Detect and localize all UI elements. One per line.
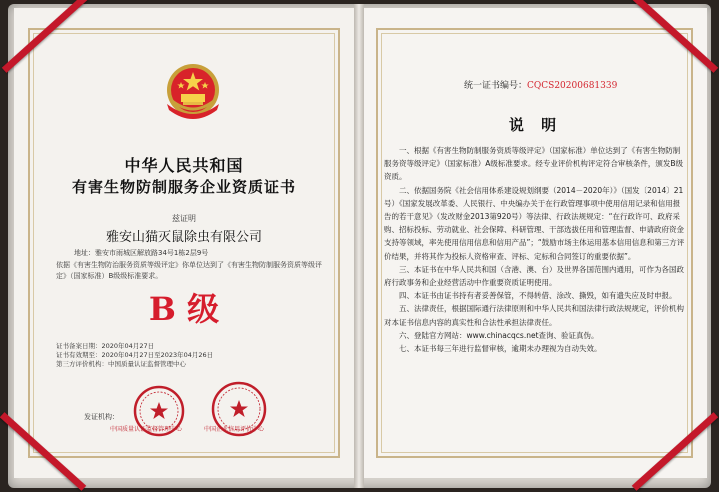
seal2-name: 中国企业信用评价中心 [204, 426, 265, 433]
notes-heading: 说 明 [508, 116, 563, 134]
star-icon [230, 400, 248, 417]
valid-period: 证书有效期至：2020年04月27日至2023年04月26日 [56, 351, 214, 359]
certificate-dates [56, 342, 213, 369]
certificate-number-label: 统一证书编号： [464, 81, 528, 91]
folder-spine [354, 4, 364, 488]
certificate-number-value: CQCS20200681339 [527, 81, 618, 91]
certification-basis: 依据《有害生物防治服务资质等级评定》你单位达到了《有害生物防制服务资质等级评定》（国家标准）B级级标准要求。 [56, 261, 322, 280]
issue-date: 证书备案日期：2020年04月27日 [56, 342, 155, 350]
certificate-title-line2: 有害生物防制服务企业资质证书 [71, 178, 296, 196]
right-page [364, 8, 707, 478]
notes-paragraph: 四、本证书由证书持有者妥善保管，不得转借、涂改、撕毁，如有遗失应及时申报。 [399, 291, 677, 301]
notes-paragraph: 七、本证书每三年进行监督审核，逾期未办理视为自动失效。 [399, 344, 602, 354]
certify-label: 兹证明 [172, 214, 196, 223]
certificate-title-line1: 中华人民共和国 [124, 156, 244, 175]
seal1-name: 中国质量认证监督管理中心 [110, 426, 183, 433]
notes-paragraph: 三、本证书在中华人民共和国（含港、澳、台）及世界各国范围内通用，可作为各国政府行政事务和企业经营活动中作重要资质证明使用。 [384, 264, 684, 288]
evaluator: 第三方评价机构：中国质量认证监督管理中心 [56, 360, 186, 368]
star-icon [150, 402, 168, 419]
company-address: 地址：雅安市雨城区解放路34号1栋2层9号 [74, 249, 209, 257]
national-emblem-icon [161, 60, 225, 126]
issuer-label: 发证机构： [84, 413, 119, 421]
notes-paragraph: 一、根据《有害生物防制服务资质等级评定》（国家标准）单位达到了《有害生物防制服务资等级评定》（国家标准）A级标准要求。经专业评价机构评定符合审核条件，颁发B级资质。 [384, 146, 684, 182]
notes-paragraph: 二、依据国务院《社会信用体系建设规划纲要（2014－2020年）》（国发〔2014〕21号）《国家发展改革委、人民银行、中央编办关于在行政管理事项中使用信用记录和信用报告的若干意见》（发改财金2013第920号）等法律、行政法规规定：“在行政许可、政府采购、招标投标、劳动就业、社会保障、科研管理、干部选拔任用和管理监督、申请政府资金支持等领域，率先使用信用信息和信用产品”；“鼓励市场主体运用基本信用信息和第三方评价结果，并将其作为投标人资格审查、评标、定标和合同签订的重要依据”。 [384, 185, 685, 261]
left-page [14, 8, 354, 478]
certificate-number [464, 78, 617, 91]
notes-paragraph: 五、法律责任，根据国际通行法律原则和中华人民共和国法律行政法规规定，评价机构对本证书信息内容的真实性和合法性承担法律责任。 [384, 304, 684, 327]
notes-paragraph: 六、登陆官方网站：www.chinacqcs.net查询、验证真伪。 [399, 330, 599, 340]
company-name: 雅安山猫灭鼠除虫有限公司 [105, 230, 262, 245]
qualification-grade: B 级 [148, 290, 220, 328]
notes-body [384, 144, 686, 355]
